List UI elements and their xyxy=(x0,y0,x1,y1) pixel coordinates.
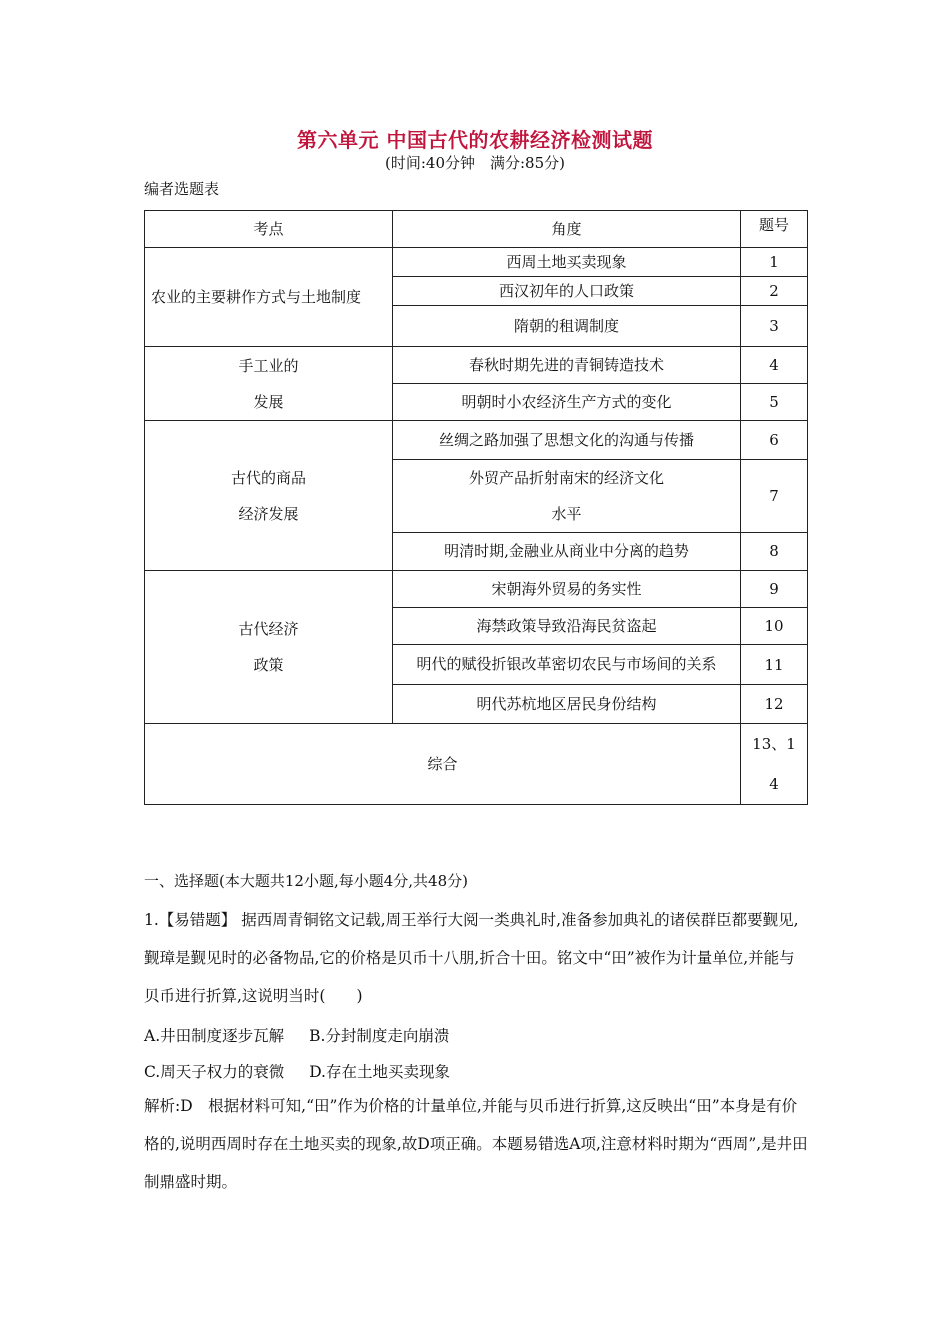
number-cell: 6 xyxy=(741,421,808,460)
angle-cell: 隋朝的租调制度 xyxy=(393,306,741,347)
number-cell: 1 xyxy=(741,248,808,277)
number-cell: 5 xyxy=(741,384,808,421)
angle-cell: 丝绸之路加强了思想文化的沟通与传播 xyxy=(393,421,741,460)
table-header-row xyxy=(145,211,808,248)
number-cell: 2 xyxy=(741,277,808,306)
table-caption: 编者选题表 xyxy=(144,180,220,198)
angle-cell: 明代苏杭地区居民身份结构 xyxy=(393,685,741,724)
number-cell: 12 xyxy=(741,685,808,724)
question-analysis: 解析:D 根据材料可知,“田”作为价格的计量单位,并能与贝币进行折算,这反映出“田”本身是有价格的,说明西周时存在土地买卖的现象,故D项正确。本题易错选A项,注意材料时期为“西周”,是井田制鼎盛时期。 xyxy=(144,1097,808,1191)
number-cell: 4 xyxy=(741,347,808,384)
number-cell: 8 xyxy=(741,533,808,571)
number-cell: 11 xyxy=(741,645,808,685)
topic-table xyxy=(144,210,808,805)
page-title: 第六单元 中国古代的农耕经济检测试题 xyxy=(297,128,653,152)
angle-cell: 宋朝海外贸易的务实性 xyxy=(393,571,741,608)
table-row xyxy=(145,248,808,277)
option-c: C.周天子权力的衰微 xyxy=(144,1063,285,1081)
angle-cell: 西汉初年的人口政策 xyxy=(393,277,741,306)
table-row xyxy=(145,571,808,608)
table-row xyxy=(145,421,808,460)
number-cell: 7 xyxy=(741,460,808,533)
options-row-2 xyxy=(144,1060,470,1082)
table-row xyxy=(145,347,808,384)
topic-cell: 农业的主要耕作方式与土地制度 xyxy=(145,248,393,347)
option-a: A.井田制度逐步瓦解 xyxy=(144,1027,285,1045)
topic-cell: 古代经济 政策 xyxy=(145,571,393,724)
summary-label: 综合 xyxy=(145,724,741,805)
number-cell: 9 xyxy=(741,571,808,608)
summary-number: 13、14 xyxy=(741,724,808,805)
option-b: B.分封制度走向崩溃 xyxy=(309,1027,450,1045)
angle-cell: 西周土地买卖现象 xyxy=(393,248,741,277)
number-cell: 3 xyxy=(741,306,808,347)
angle-cell: 明代的赋役折银改革密切农民与市场间的关系 xyxy=(393,645,741,685)
table-summary-row xyxy=(145,724,808,805)
option-d: D.存在土地买卖现象 xyxy=(309,1063,450,1081)
header-number: 题号 xyxy=(741,211,808,248)
angle-cell: 外贸产品折射南宋的经济文化 水平 xyxy=(393,460,741,533)
topic-cell: 手工业的 发展 xyxy=(145,347,393,421)
topic-cell: 古代的商品 经济发展 xyxy=(145,421,393,571)
angle-cell: 海禁政策导致沿海民贫盗起 xyxy=(393,608,741,645)
header-angle: 角度 xyxy=(393,211,741,248)
header-topic: 考点 xyxy=(145,211,393,248)
section-heading: 一、选择题(本大题共12小题,每小题4分,共48分) xyxy=(144,872,468,890)
question-stem: 1.【易错题】 据西周青铜铭文记载,周王举行大阅一类典礼时,准备参加典礼的诸侯群臣都要觐见,觐璋是觐见时的必备物品,它的价格是贝币十八朋,折合十田。铭文中“田”被作为计量单位,并能与贝币进行折算,这说明当时( ) xyxy=(144,911,799,1005)
number-cell: 10 xyxy=(741,608,808,645)
angle-cell: 春秋时期先进的青铜铸造技术 xyxy=(393,347,741,384)
angle-cell: 明清时期,金融业从商业中分离的趋势 xyxy=(393,533,741,571)
page-subtitle: (时间:40分钟 满分:85分) xyxy=(385,154,565,172)
angle-cell: 明朝时小农经济生产方式的变化 xyxy=(393,384,741,421)
options-row-1 xyxy=(144,1024,469,1046)
